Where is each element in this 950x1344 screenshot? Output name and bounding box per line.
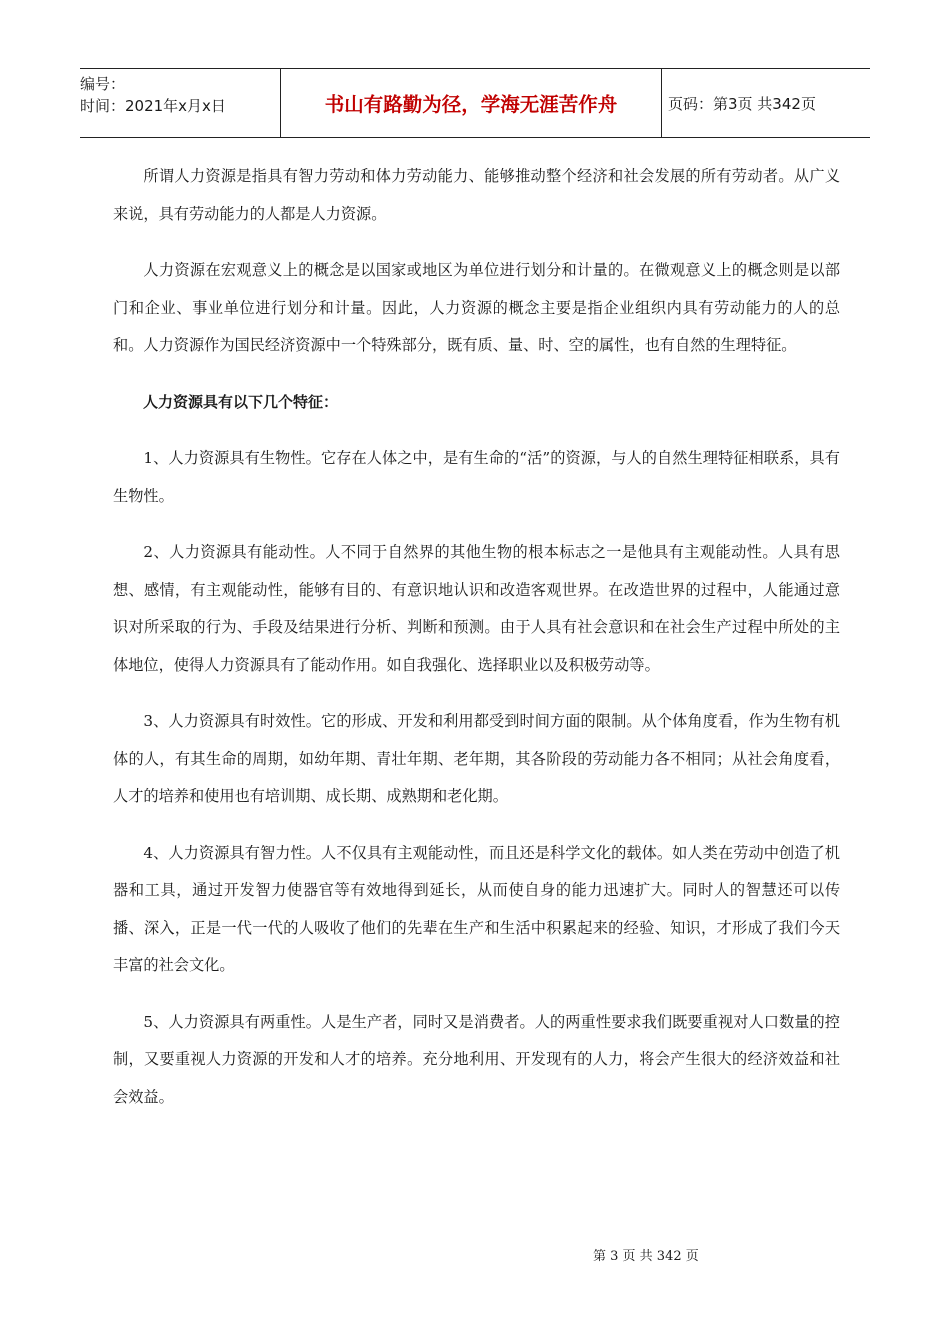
header-page-info: 页码：第3页 共342页 [668, 94, 816, 113]
header-meta [80, 69, 281, 137]
section-heading: 人力资源具有以下几个特征： [143, 392, 339, 411]
header-motto: 书山有路勤为径，学海无涯苦作舟 [281, 69, 662, 137]
page-footer: 第 3 页 共 342 页 [593, 1249, 699, 1264]
paragraph-feature-5: 5、人力资源具有两重性。人是生产者，同时又是消费者。人的两重性要求我们既要重视对人口数量的控制，又要重视人力资源的开发和人才的培养。充分地利用、开发现有的人力，将会产生很大的经济效益和社会效益。 [113, 1012, 840, 1106]
paragraph-feature-4: 4、人力资源具有智力性。人不仅具有主观能动性，而且还是科学文化的载体。如人类在劳动中创造了机器和工具，通过开发智力使器官等有效地得到延长，从而使自身的能力迅速扩大。同时人的智慧还可以传播、深入，正是一代一代的人吸收了他们的先辈在生产和生活中积累起来的经验、知识，才形成了我们今天丰富的社会文化。 [113, 843, 840, 974]
paragraph-concept: 人力资源在宏观意义上的概念是以国家或地区为单位进行划分和计量的。在微观意义上的概念则是以部门和企业、事业单位进行划分和计量。因此，人力资源的概念主要是指企业组织内具有劳动能力的人的总和。人力资源作为国民经济资源中一个特殊部分，既有质、量、时、空的属性，也有自然的生理特征。 [113, 261, 840, 354]
document-body [113, 158, 840, 1135]
page-header [80, 68, 870, 138]
paragraph-feature-1: 1、人力资源具有生物性。它存在人体之中，是有生命的“活”的资源，与人的自然生理特征相联系，具有生物性。 [113, 449, 840, 505]
paragraph-intro: 所谓人力资源是指具有智力劳动和体力劳动能力、能够推动整个经济和社会发展的所有劳动者。从广义来说，具有劳动能力的人都是人力资源。 [113, 167, 840, 223]
paragraph-feature-2: 2、人力资源具有能动性。人不同于自然界的其他生物的根本标志之一是他具有主观能动性。人具有思想、感情，有主观能动性，能够有目的、有意识地认识和改造客观世界。在改造世界的过程中，人能通过意识对所采取的行为、手段及结果进行分析、判断和预测。由于人具有社会意识和在社会生产过程中所处的主体地位，使得人力资源具有了能动作用。如自我强化、选择职业以及积极劳动等。 [113, 543, 840, 674]
paragraph-feature-3: 3、人力资源具有时效性。它的形成、开发和利用都受到时间方面的限制。从个体角度看，作为生物有机体的人，有其生命的周期，如幼年期、青壮年期、老年期，其各阶段的劳动能力各不相同；从社会角度看，人才的培养和使用也有培训期、成长期、成熟期和老化期。 [113, 712, 840, 805]
doc-number-label: 编号： [80, 75, 126, 93]
doc-time: 时间：2021年x月x日 [80, 97, 226, 115]
